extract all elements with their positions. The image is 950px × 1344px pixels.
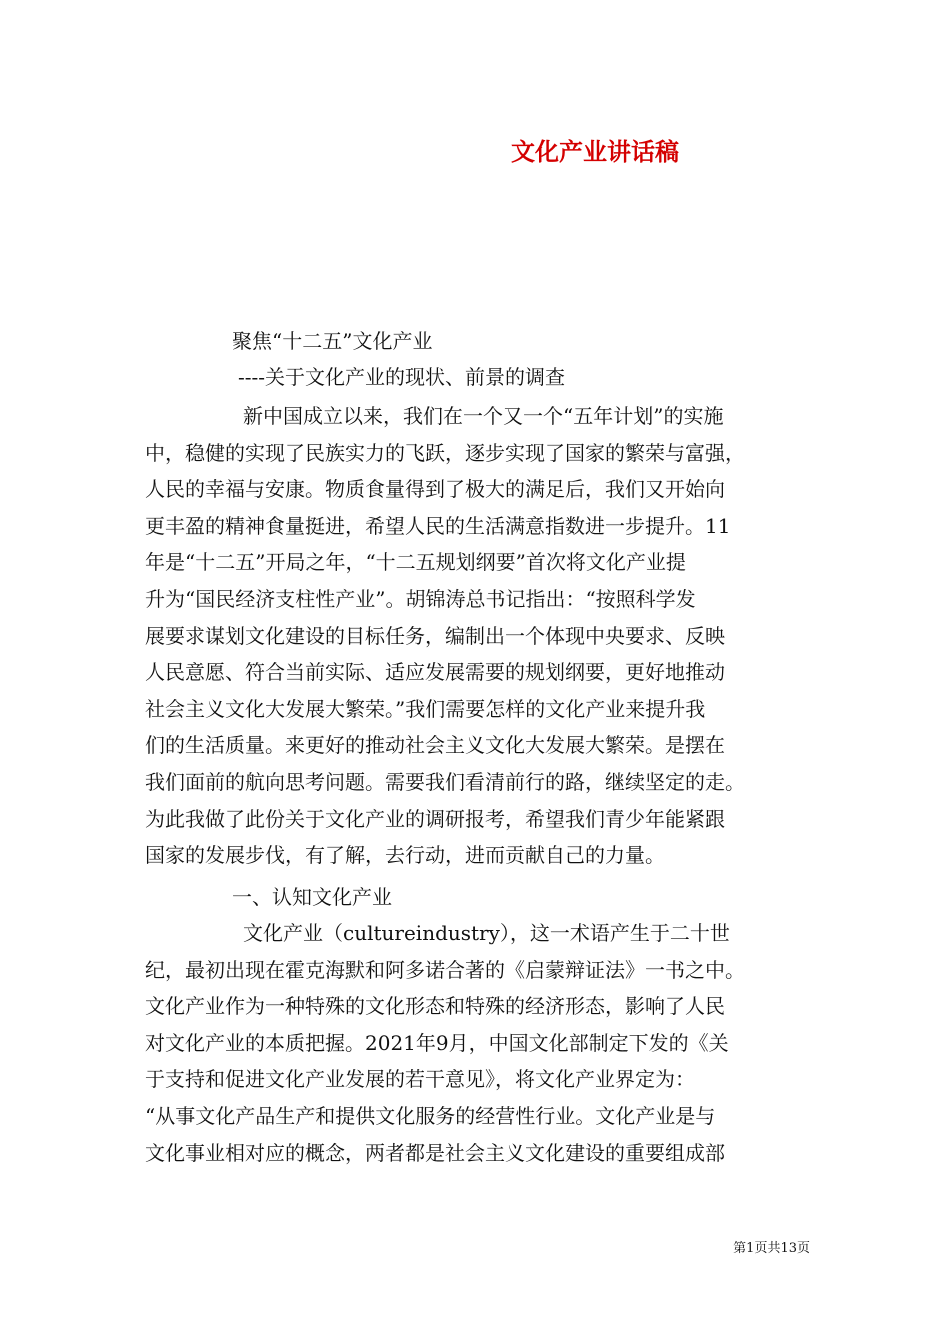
page-title: 文化产业讲话稿 — [511, 137, 679, 166]
text-line: 纪，最初出现在霍克海默和阿多诺合著的《启蒙辩证法》一书之中。 — [145, 957, 745, 982]
text-line: 于支持和促进文化产业发展的若干意见》，将文化产业界定为： — [145, 1067, 695, 1092]
text-line: 人民意愿、符合当前实际、适应发展需要的规划纲要，更好地推动 — [145, 660, 725, 685]
text-line: 新中国成立以来，我们在一个又一个“五年计划”的实施 — [243, 404, 724, 428]
text-line: 升为“国民经济支柱性产业”。胡锦涛总书记指出：“按照科学发 — [145, 586, 696, 611]
text-line: 我们面前的航向思考问题。需要我们看清前行的路，继续坚定的走。 — [145, 769, 745, 794]
text-line: 为此我做了此份关于文化产业的调研报考，希望我们青少年能紧跟 — [145, 806, 725, 831]
text-line: 国家的发展步伐，有了解，去行动，进而贡献自己的力量。 — [145, 843, 665, 868]
text-line: “从事文化产品生产和提供文化服务的经营性行业。文化产业是与 — [145, 1103, 716, 1128]
text-line: 文化产业（cultureindustry），这一术语产生于二十世 — [243, 921, 730, 945]
text-line: 中，稳健的实现了民族实力的飞跃，逐步实现了国家的繁荣与富强， — [145, 440, 745, 465]
text-line: 文化产业作为一种特殊的文化形态和特殊的经济形态，影响了人民 — [145, 994, 725, 1019]
text-line: 社会主义文化大发展大繁荣。”我们需要怎样的文化产业来提升我 — [145, 696, 706, 721]
paragraph-definition — [145, 915, 825, 1171]
text-line: 对文化产业的本质把握。2021年9月，中国文化部制定下发的《关 — [145, 1030, 729, 1055]
text-line: 更丰盈的精神食量挺进，希望人民的生活满意指数进一步提升。11 — [145, 513, 731, 538]
page-number-footer: 第1页共13页 — [733, 1241, 810, 1256]
section-heading: 一、认知文化产业 — [232, 885, 392, 909]
text-line: 展要求谋划文化建设的目标任务，编制出一个体现中央要求、反映 — [145, 623, 725, 648]
text-line: 人民的幸福与安康。物质食量得到了极大的满足后，我们又开始向 — [145, 477, 725, 502]
subtitle-secondary: ----关于文化产业的现状、前景的调查 — [238, 365, 566, 389]
text-line: 文化事业相对应的概念，两者都是社会主义文化建设的重要组成部 — [145, 1140, 725, 1165]
text-line: 年是“十二五”开局之年，“十二五规划纲要”首次将文化产业提 — [145, 550, 686, 575]
subtitle-main: 聚焦“十二五”文化产业 — [232, 329, 433, 353]
paragraph-intro — [145, 398, 825, 874]
text-line: 们的生活质量。来更好的推动社会主义文化大发展大繁荣。是摆在 — [145, 733, 725, 758]
